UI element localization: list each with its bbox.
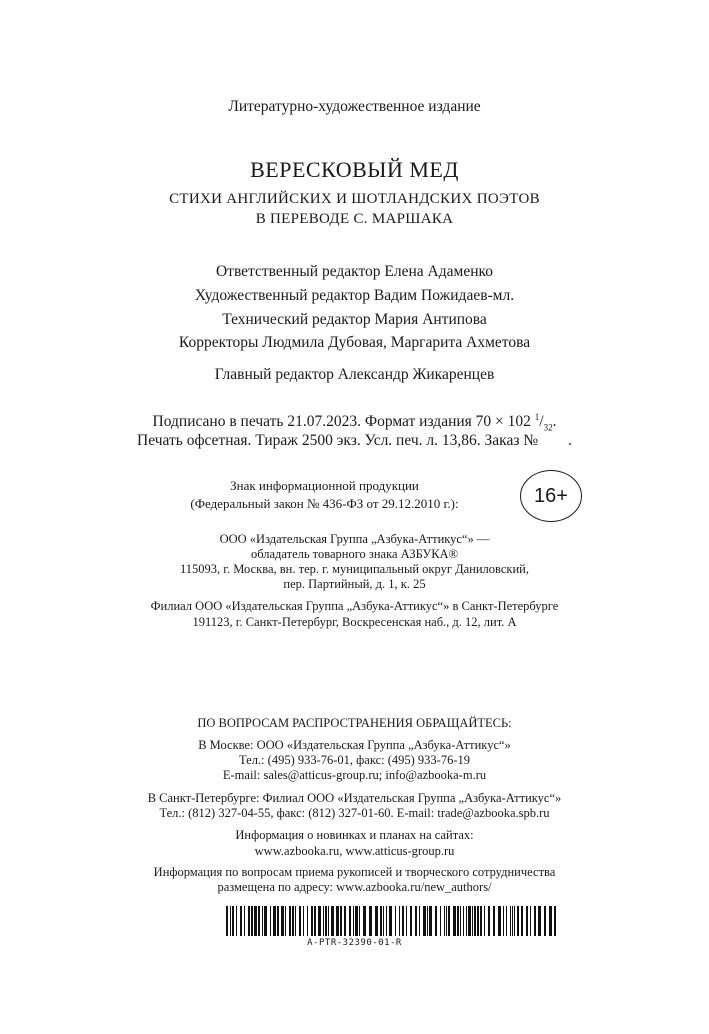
credit-line: Ответственный редактор Елена Адаменко [215,263,493,280]
credit-line: Художественный редактор Вадим Пожидаев-мл. [194,287,515,304]
book-title: ВЕРЕСКОВЫЙ МЕД [250,157,459,182]
barcode-bar [232,906,234,936]
barcode-bar [410,906,412,936]
barcode [226,906,556,936]
distribution-authors: Информация по вопросам приема рукописей и творческого сотрудничества [153,865,556,879]
barcode-bar [251,906,253,936]
barcode-bar [448,906,450,936]
barcode-bar [466,906,467,936]
barcode-bar [493,906,495,936]
barcode-bar [389,906,392,936]
barcode-bar [402,906,404,936]
barcode-bar [444,906,445,936]
edition-type: Литературно-художественное издание [228,98,481,115]
chief-editor: Главный редактор Александр Жикаренцев [214,366,495,383]
barcode-bar [273,906,276,936]
barcode-bar [453,906,456,936]
barcode-bar [503,906,504,936]
info-sign-law: (Федеральный закон № 436-ФЗ от 29.12.2010 г.): [190,496,459,511]
barcode-bar [359,906,360,936]
barcode-bar [311,906,313,936]
barcode-bar [363,906,366,936]
barcode-bar [521,906,523,936]
barcode-bar [328,906,329,936]
barcode-bar [534,906,536,936]
distribution-moscow: Тел.: (495) 933-76-01, факс: (495) 933-76-19 [238,753,471,767]
barcode-bar [270,906,271,936]
barcode-bar [472,906,473,936]
barcode-bar [355,906,358,936]
barcode-bar [383,906,384,936]
barcode-bar [303,906,304,936]
barcode-bar [446,906,447,936]
barcode-bar [336,906,339,936]
distribution-spb: Тел.: (812) 327-04-55, факс: (812) 327-01-60. E-mail: trade@azbooka.spb.ru [159,806,550,820]
barcode-bar [484,906,485,936]
barcode-bar [369,906,372,936]
barcode-bar [299,906,301,936]
barcode-bar [530,906,531,936]
barcode-bar [427,906,428,936]
barcode-bar [264,906,267,936]
barcode-bar [468,906,471,936]
barcode-bar [349,906,351,936]
barcode-bar [399,906,400,936]
distribution-moscow: В Москве: ООО «Издательская Группа „Азбука-Аттикус“» [198,738,511,752]
distribution-sites: Информация о новинках и планах на сайтах: [235,828,474,842]
barcode-bar [419,906,420,936]
barcode-bar [254,906,257,936]
barcode-bar [549,906,552,936]
barcode-bar [262,906,263,936]
barcode-bar [353,906,354,936]
barcode-bar [506,906,507,936]
barcode-bar [423,906,426,936]
branch-line: Филиал ООО «Издательская Группа „Азбука-Аттикус“» в Санкт-Петербурге [150,599,559,613]
barcode-bar [230,906,231,936]
barcode-bar [429,906,432,936]
barcode-bar [307,906,308,936]
barcode-bar [323,906,324,936]
distribution-authors: размещена по адресу: www.azbooka.ru/new_authors/ [217,880,492,894]
barcode-bar [331,906,334,936]
branch-line: 191123, г. Санкт-Петербург, Воскресенская наб., д. 12, лит. А [192,615,517,629]
barcode-bar [544,906,546,936]
publisher-line: обладатель товарного знака АЗБУКА® [250,547,459,561]
barcode-bar [512,906,513,936]
barcode-bar [477,906,479,936]
barcode-bar [325,906,327,936]
barcode-bar [344,906,346,936]
print-info-line-1: Подписано в печать 21.07.2023. Формат издания 70 × 102 $^1/_{32}$. [152,412,557,433]
barcode-bar [281,906,284,936]
barcode-bar [457,906,459,936]
barcode-bar [289,906,291,936]
barcode-bar [248,906,250,936]
barcode-bar [514,906,515,936]
barcode-bar [277,906,279,936]
distribution-heading: ПО ВОПРОСАМ РАСПРОСТРАНЕНИЯ ОБРАЩАЙТЕСЬ: [197,716,512,730]
barcode-bar [463,906,464,936]
barcode-bar [435,906,437,936]
barcode-bar [380,906,382,936]
distribution-moscow: E-mail: sales@atticus-group.ru; info@azbooka-m.ru [222,768,487,782]
barcode-bar [440,906,441,936]
print-info-line-2: Печать офсетная. Тираж 2500 экз. Усл. печ. л. 13,86. Заказ № . [137,432,572,449]
barcode-bar [236,906,237,936]
barcode-bar [258,906,260,936]
barcode-bar [415,906,417,936]
barcode-bar [498,906,501,936]
barcode-bar [526,906,528,936]
barcode-bar [395,906,396,936]
credit-line: Технический редактор Мария Антипова [222,311,487,328]
distribution-sites: www.azbooka.ru, www.atticus-group.ru [254,844,455,858]
distribution-spb: В Санкт-Петербурге: Филиал ООО «Издательская Группа „Азбука-Аттикус“» [147,791,562,805]
barcode-bar [474,906,476,936]
barcode-bar [240,906,242,936]
book-subtitle-1: СТИХИ АНГЛИЙСКИХ И ШОТЛАНДСКИХ ПОЭТОВ [169,191,540,207]
barcode-bar [510,906,511,936]
barcode-bar [406,906,407,936]
barcode-text: A-PTR-32390-01-R [307,938,402,948]
barcode-bar [340,906,342,936]
barcode-bar [375,906,378,936]
barcode-bar [480,906,482,936]
barcode-bar [318,906,321,936]
barcode-bar [460,906,461,936]
barcode-bar [554,906,556,936]
publisher-line: 115093, г. Москва, вн. тер. г. муниципальный округ Даниловский, [179,562,529,576]
barcode-bar [244,906,245,936]
age-rating-badge: 16+ [520,470,582,522]
barcode-bar [285,906,286,936]
info-sign-label: Знак информационной продукции [230,478,419,493]
publisher-line: ООО «Издательская Группа „Азбука-Аттикус“» — [219,532,490,546]
barcode-bar [488,906,490,936]
publisher-line: пер. Партийный, д. 1, к. 25 [283,577,426,591]
barcode-bar [517,906,519,936]
barcode-bar [314,906,316,936]
book-subtitle-2: В ПЕРЕВОДЕ С. МАРШАКА [255,211,454,227]
barcode-bar [292,906,294,936]
barcode-bar [538,906,541,936]
barcode-bar [226,906,228,936]
barcode-bar [386,906,387,936]
barcode-bar [295,906,296,936]
credit-line: Корректоры Людмила Дубовая, Маргарита Ахметова [178,334,531,351]
